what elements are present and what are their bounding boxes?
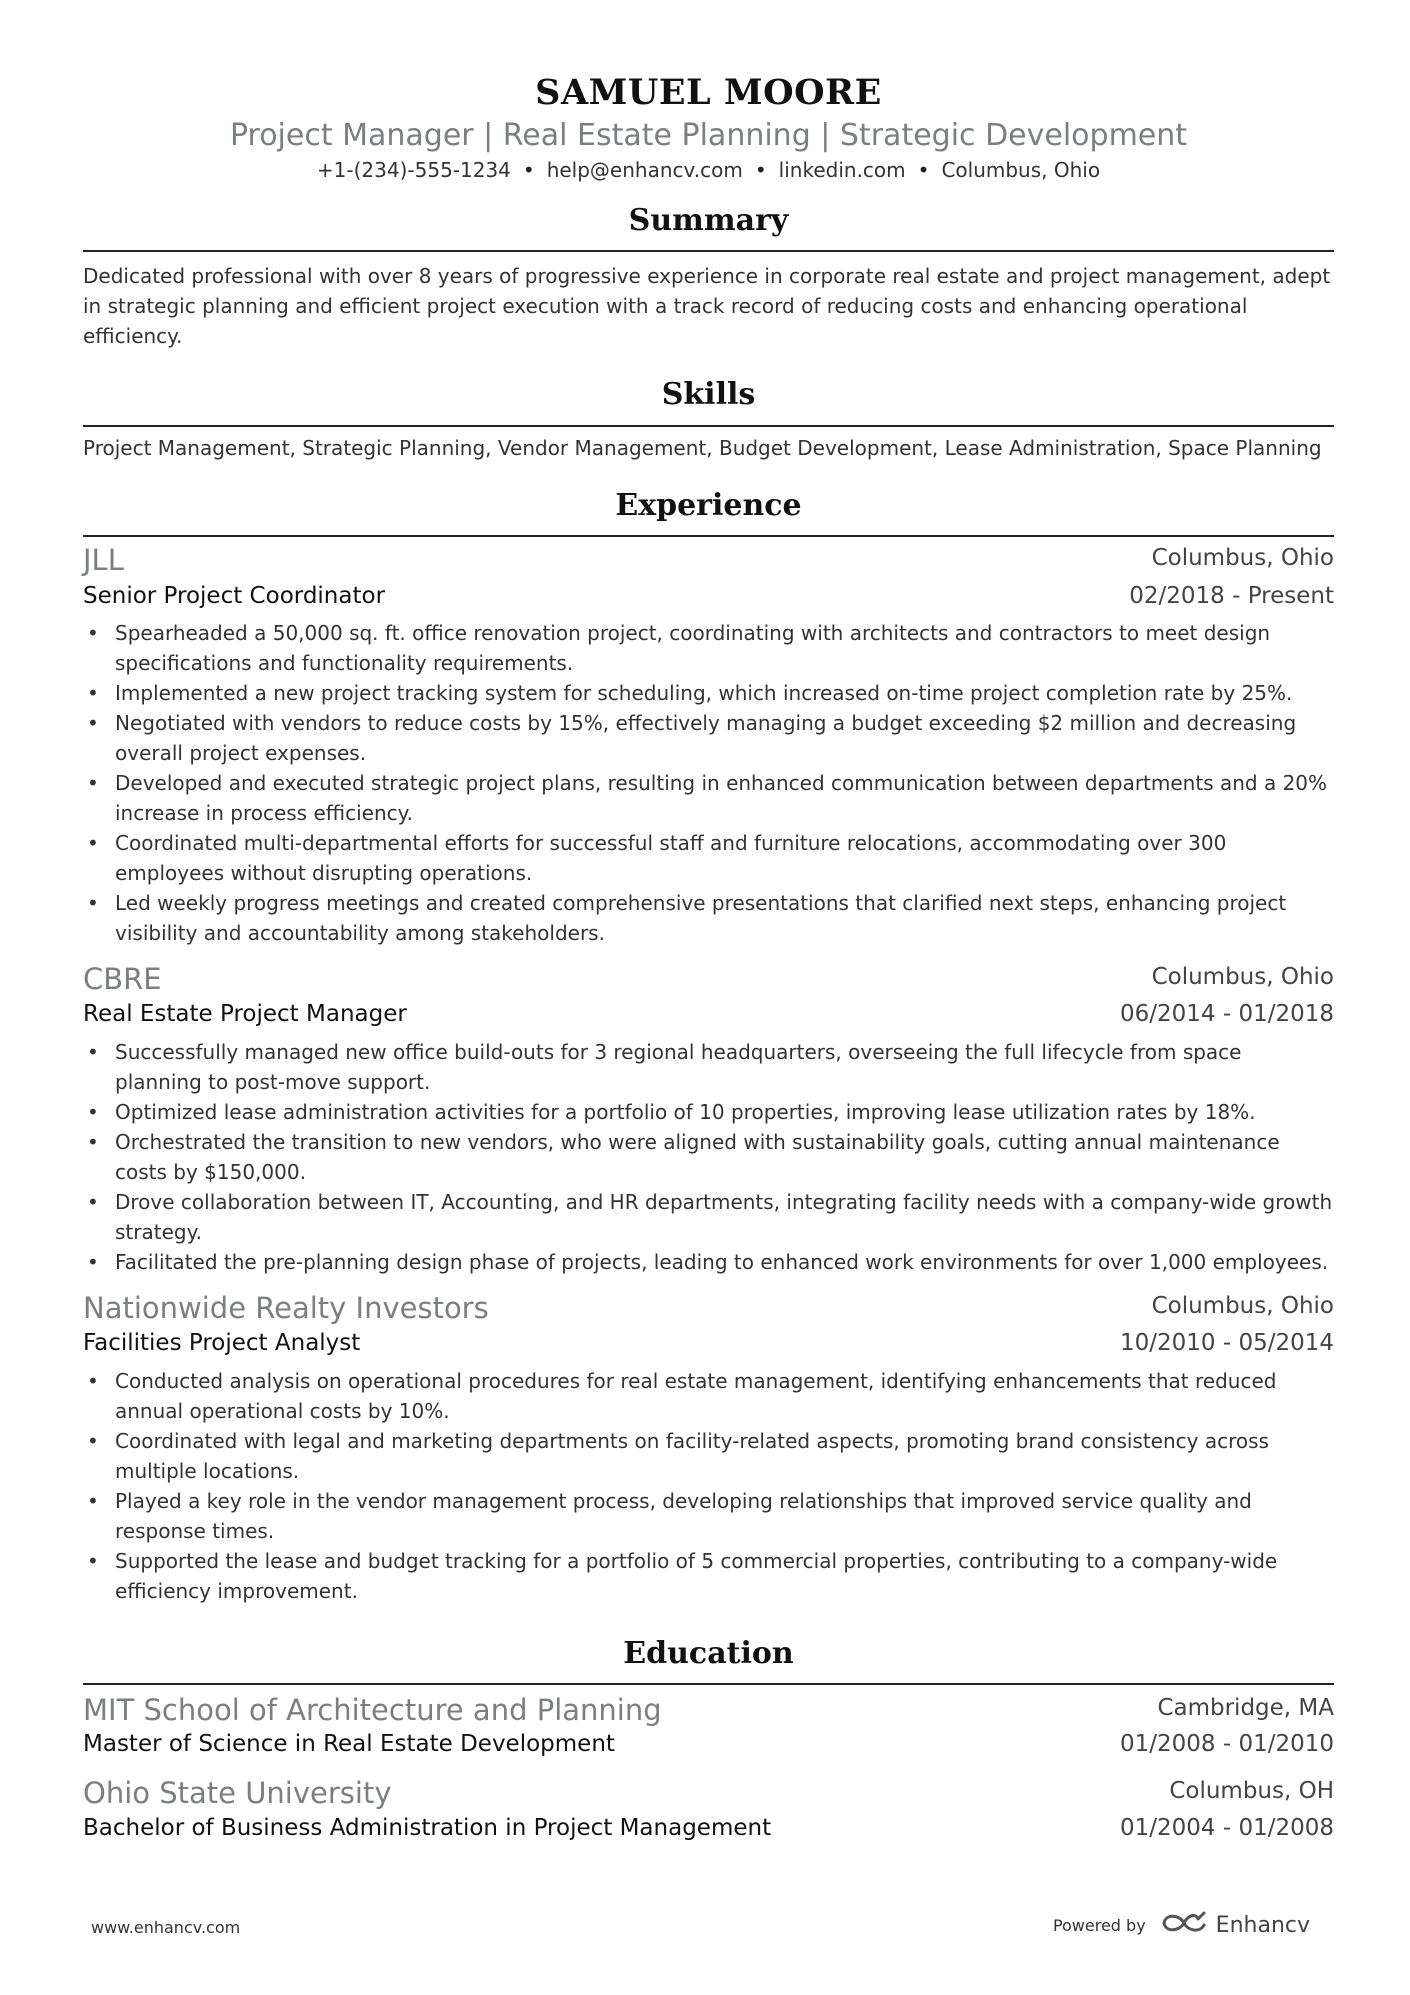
job-subheader [83,1001,1334,1033]
education-subheader [83,1731,1334,1763]
education-degree: Bachelor of Business Administration in Project Management [83,1815,772,1841]
job-bullets [83,1366,1334,1606]
section-title-summary: Summary [628,203,789,238]
summary-text: Dedicated professional with over 8 years of progressive experience in corporate real estate and project management, adept in strategic planning and efficient project execution with a track record of reducing costs and enhancing operational efficiency. [83,264,1331,348]
contact-separator: • [522,158,535,182]
section-title-skills: Skills [661,377,756,412]
section-title-education: Education [623,1636,794,1671]
job-header [83,962,1334,1002]
education-degree: Master of Science in Real Estate Development [83,1731,615,1757]
contact-separator: • [917,158,930,182]
powered-by-label: Powered by [1052,1916,1146,1935]
job-bullet: • Developed and executed strategic project plans, resulting in enhanced communication between departments and a 20% increase in process efficiency. [83,768,1334,828]
job-location: Columbus, Ohio [1151,964,1334,990]
job-bullet: • Played a key role in the vendor management process, developing relationships that improved service quality and response times. [83,1486,1334,1546]
candidate-name: SAMUEL MOORE [535,72,882,113]
job-bullet: • Conducted analysis on operational procedures for real estate management, identifying enhancements that reduced annual operational costs by 10%. [83,1366,1334,1426]
job-bullet: • Orchestrated the transition to new vendors, who were aligned with sustainability goals, cutting annual maintenance costs by $150,000. [83,1127,1334,1187]
enhancv-logo-icon [1160,1910,1208,1941]
job-role: Real Estate Project Manager [83,1001,407,1027]
candidate-headline: Project Manager | Real Estate Planning | Strategic Development [229,118,1188,153]
enhancv-brand [1160,1910,1310,1941]
job-bullet: • Negotiated with vendors to reduce costs by 15%, effectively managing a budget exceeding $2 million and decreasing overall project expenses. [83,708,1334,768]
job-subheader [83,1330,1334,1362]
section-divider [83,425,1334,427]
contact-phone[interactable]: +1-(234)-555-1234 [316,158,511,182]
contact-line [83,158,1334,182]
footer-url[interactable]: www.enhancv.com [91,1918,241,1937]
job-role: Senior Project Coordinator [83,583,386,609]
education-school: MIT School of Architecture and Planning [83,1693,662,1727]
job-company: JLL [83,543,124,577]
section-title-experience: Experience [615,488,802,523]
job-bullet: • Optimized lease administration activities for a portfolio of 10 properties, improving lease utilization rates by 18%. [83,1097,1334,1127]
job-bullet: • Led weekly progress meetings and created comprehensive presentations that clarified next steps, enhancing project visibility and accountability among stakeholders. [83,888,1334,948]
job-subheader [83,583,1334,615]
contact-email[interactable]: help@enhancv.com [546,158,743,182]
job-bullet: • Successfully managed new office build-outs for 3 regional headquarters, overseeing the full lifecycle from space planning to post-move support. [83,1037,1334,1097]
skills-text: Project Management, Strategic Planning, Vendor Management, Budget Development, Lease Administration, Space Planning [83,436,1322,460]
job-bullet: • Supported the lease and budget tracking for a portfolio of 5 commercial properties, contributing to a company-wide efficiency improvement. [83,1546,1334,1606]
education-location: Cambridge, MA [1157,1695,1334,1721]
education-subheader [83,1815,1334,1847]
contact-location: Columbus, Ohio [941,158,1101,182]
contact-linkedin[interactable]: linkedin.com [778,158,906,182]
education-header [83,1693,1334,1733]
job-bullet: • Drove collaboration between IT, Accounting, and HR departments, integrating facility needs with a company-wide growth strategy. [83,1187,1334,1247]
job-bullets [83,1037,1334,1277]
job-bullet: • Spearheaded a 50,000 sq. ft. office renovation project, coordinating with architects and contractors to meet design specifications and functionality requirements. [83,618,1334,678]
job-bullet: • Implemented a new project tracking system for scheduling, which increased on-time project completion rate by 25%. [83,678,1334,708]
education-dates: 01/2008 - 01/2010 [1119,1731,1334,1757]
education-school: Ohio State University [83,1776,392,1810]
section-divider [83,1683,1334,1685]
job-dates: 02/2018 - Present [1129,583,1334,609]
job-dates: 06/2014 - 01/2018 [1119,1001,1334,1027]
job-bullet: • Coordinated multi-departmental efforts for successful staff and furniture relocations, accommodating over 300 employees without disrupting operations. [83,828,1334,888]
education-header [83,1776,1334,1816]
job-company: Nationwide Realty Investors [83,1291,489,1325]
job-role: Facilities Project Analyst [83,1330,361,1356]
job-bullet: • Coordinated with legal and marketing departments on facility-related aspects, promoting brand consistency across multiple locations. [83,1426,1334,1486]
job-header [83,1291,1334,1331]
contact-separator: • [754,158,767,182]
job-company: CBRE [83,962,162,996]
powered-by[interactable] [1053,1910,1310,1941]
education-dates: 01/2004 - 01/2008 [1119,1815,1334,1841]
enhancv-brand-name: Enhancv [1215,1913,1310,1938]
job-dates: 10/2010 - 05/2014 [1119,1330,1334,1356]
job-header [83,543,1334,583]
job-location: Columbus, Ohio [1151,545,1334,571]
education-location: Columbus, OH [1169,1778,1334,1804]
section-divider [83,250,1334,252]
section-divider [83,535,1334,537]
job-bullets [83,618,1334,948]
job-location: Columbus, Ohio [1151,1293,1334,1319]
job-bullet: • Facilitated the pre-planning design phase of projects, leading to enhanced work environments for over 1,000 employees. [83,1247,1334,1277]
